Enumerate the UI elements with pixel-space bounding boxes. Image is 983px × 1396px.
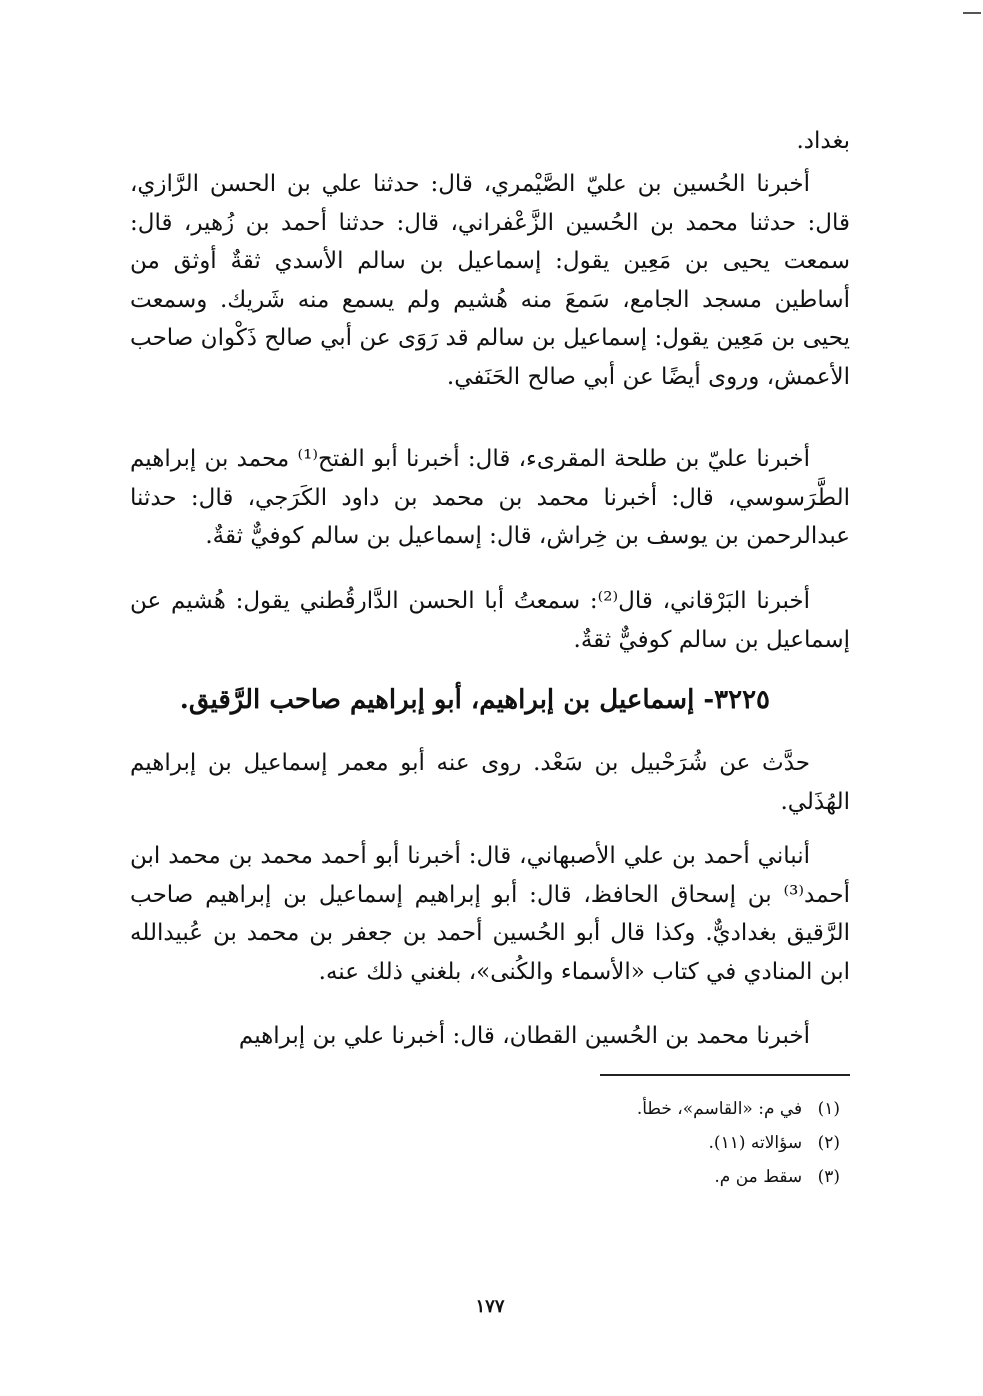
footnote-1 [637, 1092, 840, 1126]
entry-heading: ٣٢٢٥- إسماعيل بن إبراهيم، أبو إبراهيم صاحب الرَّقيق. [179, 685, 770, 715]
paragraph-3: أخبرنا البَرْقاني، قال⁽²⁾: سمعتُ أبا الحسن الدَّارقُطني يقول: هُشيم عن إسماعيل بن سالم كوفيٌّ ثقةٌ. [130, 588, 850, 653]
footnotes [637, 1092, 840, 1194]
book-page [130, 0, 850, 1396]
footnote-divider [600, 1074, 850, 1076]
corner-mark [963, 12, 981, 14]
footnote-2 [637, 1126, 840, 1160]
footnote-text: في م: «القاسم»، خطأ. [636, 1099, 803, 1119]
paragraph-5: أنباني أحمد بن علي الأصبهاني، قال: أخبرنا أبو أحمد محمد بن محمد ابن أحمد⁽³⁾ بن إسحاق الحافظ، قال: أبو إبراهيم إسماعيل بن إبراهيم صاحب الرَّقيق بغداديٌّ. وكذا قال أبو الحُسين أحمد بن جعفر بن محمد بن عُبيدالله ابن المنادي في كتاب «الأسماء والكُنى»، بلغني ذلك عنه. [130, 843, 850, 985]
footnote-number: (٢) [817, 1133, 840, 1153]
opening-fragment: بغداد. [796, 128, 850, 154]
footnote-text: سقط من م. [714, 1167, 803, 1187]
footnote-3 [637, 1160, 840, 1194]
paragraph-1: أخبرنا الحُسين بن عليّ الصَّيْمري، قال: حدثنا علي بن الحسن الرَّازي، قال: حدثنا محمد بن الحُسين الزَّعْفراني، قال: حدثنا أحمد بن زُهير، قال: سمعت يحيى بن مَعِين يقول: إسماعيل بن سالم الأسدي ثقةٌ أوثق من أساطين مسجد الجامع، سَمعَ منه هُشيم ولم يسمع منه شَريك. وسمعت يحيى بن مَعِين يقول: إسماعيل بن سالم قد رَوَى عن أبي صالح ذَكْوان صاحب الأعمش، وروى أيضًا عن أبي صالح الحَنَفي. [130, 171, 850, 390]
page-number: ١٧٧ [475, 1296, 505, 1317]
footnote-number: (٣) [817, 1167, 840, 1187]
footnote-number: (١) [817, 1099, 840, 1119]
footnote-text: سؤالاته (١١). [708, 1133, 803, 1153]
paragraph-6: أخبرنا محمد بن الحُسين القطان، قال: أخبرنا علي بن إبراهيم [238, 1023, 810, 1049]
paragraph-4: حدَّث عن شُرَحْبيل بن سَعْد. روى عنه أبو معمر إسماعيل بن إبراهيم الهُذَلي. [130, 750, 850, 815]
paragraph-2: أخبرنا عليّ بن طلحة المقرىء، قال: أخبرنا أبو الفتح⁽¹⁾ محمد بن إبراهيم الطَّرَسوسي، قال: أخبرنا محمد بن محمد بن داود الكَرَجي، قال: حدثنا عبدالرحمن بن يوسف بن خِراش، قال: إسماعيل بن سالم كوفيٌّ ثقةٌ. [130, 446, 850, 549]
